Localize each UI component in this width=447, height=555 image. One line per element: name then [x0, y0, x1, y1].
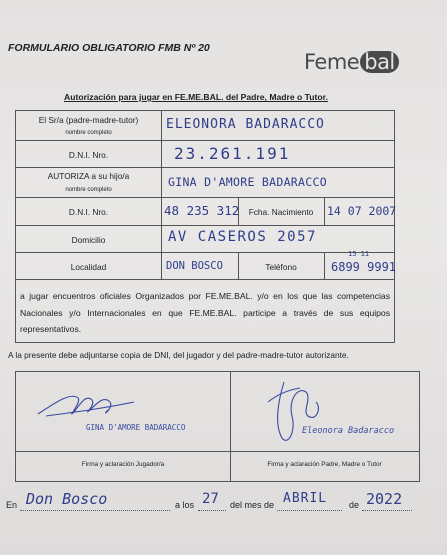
- player-clarification: GINA D'AMORE BADARACCO: [86, 423, 186, 432]
- parent-clarification: Eleonora Badaracco: [302, 426, 395, 436]
- month-label: del mes de: [230, 500, 275, 510]
- year-dotted-line: [362, 510, 412, 511]
- signature-strokes: [16, 372, 419, 451]
- phone-label: Teléfono: [265, 262, 297, 272]
- day-dotted-line: [198, 510, 226, 511]
- authorization-title: Autorización para jugar en FE.ME.BAL. del Padre, Madre o Tutor.: [64, 92, 328, 102]
- parent-dni: 23.261.191: [174, 144, 291, 163]
- player-signature-caption: Firma y aclaración Jugador/a: [81, 461, 165, 468]
- parent-sub-label: nombre completo: [65, 130, 112, 136]
- parent-name: ELEONORA BADARACCO: [166, 117, 325, 132]
- column-divider: [324, 198, 325, 225]
- address: AV CASEROS 2057: [168, 229, 317, 245]
- form-title: FORMULARIO OBLIGATORIO FMB Nº 20: [8, 42, 210, 54]
- table-divider: [16, 252, 394, 253]
- month-value: ABRIL: [283, 491, 328, 506]
- child-sub-label: nombre completo: [65, 187, 112, 193]
- day-value: 27: [202, 491, 219, 507]
- birth-date-label: Fcha. Nacimiento: [248, 207, 314, 217]
- parent-signature-caption: Firma y aclaración Padre, Madre o Tutor: [267, 461, 382, 468]
- child-dni-label: D.N.I. Nro.: [68, 207, 109, 217]
- city-label: Localidad: [70, 262, 107, 272]
- signature-box: [15, 371, 420, 482]
- birth-date: 14 07 2007: [327, 204, 397, 218]
- month-dotted-line: [277, 510, 342, 511]
- year-label: de: [349, 500, 360, 510]
- authorization-paragraph: a jugar encuentros oficiales Organizados por FE.ME.BAL. y/o en los que las competencias Nacionales y/o Internacionales en que FE.ME.BAL. participe a través de sus equipos representativos.: [20, 291, 390, 334]
- child-dni: 48 235 312: [164, 203, 240, 218]
- attachment-note: A la presente debe adjuntarse copia de DNI, del jugador y del padre-madre-tutor autorizante.: [8, 350, 349, 360]
- child-name: GINA D'AMORE BADARACCO: [168, 175, 327, 189]
- year-value: 2022: [366, 490, 403, 508]
- signature-caption-divider: [16, 451, 419, 452]
- place-dotted-line: [20, 510, 170, 511]
- femebal-logo: [304, 50, 399, 74]
- city: DON BOSCO: [166, 260, 223, 272]
- table-divider: [16, 279, 394, 280]
- table-divider: [16, 225, 394, 226]
- logo-text: Feme: [304, 50, 360, 74]
- column-divider: [161, 111, 162, 279]
- phone-prefix: 15 11: [348, 250, 370, 258]
- table-divider: [16, 167, 394, 168]
- logo-pill: bal: [360, 51, 399, 73]
- parent-dni-label: D.N.I. Nro.: [68, 150, 109, 160]
- parent-label: El Sr/a (padre-madre-tutor): [38, 115, 139, 125]
- en-label: En: [6, 500, 18, 510]
- child-label: AUTORIZA a su hijo/a: [47, 171, 130, 181]
- address-label: Domicilio: [71, 235, 106, 245]
- phone-number: 6899 9991: [331, 260, 397, 274]
- a-los-label: a los: [175, 500, 195, 510]
- column-divider: [324, 253, 325, 279]
- player-signature-icon: [38, 396, 134, 416]
- table-divider: [16, 140, 394, 141]
- table-divider: [16, 197, 394, 198]
- place-value: Don Bosco: [26, 490, 108, 508]
